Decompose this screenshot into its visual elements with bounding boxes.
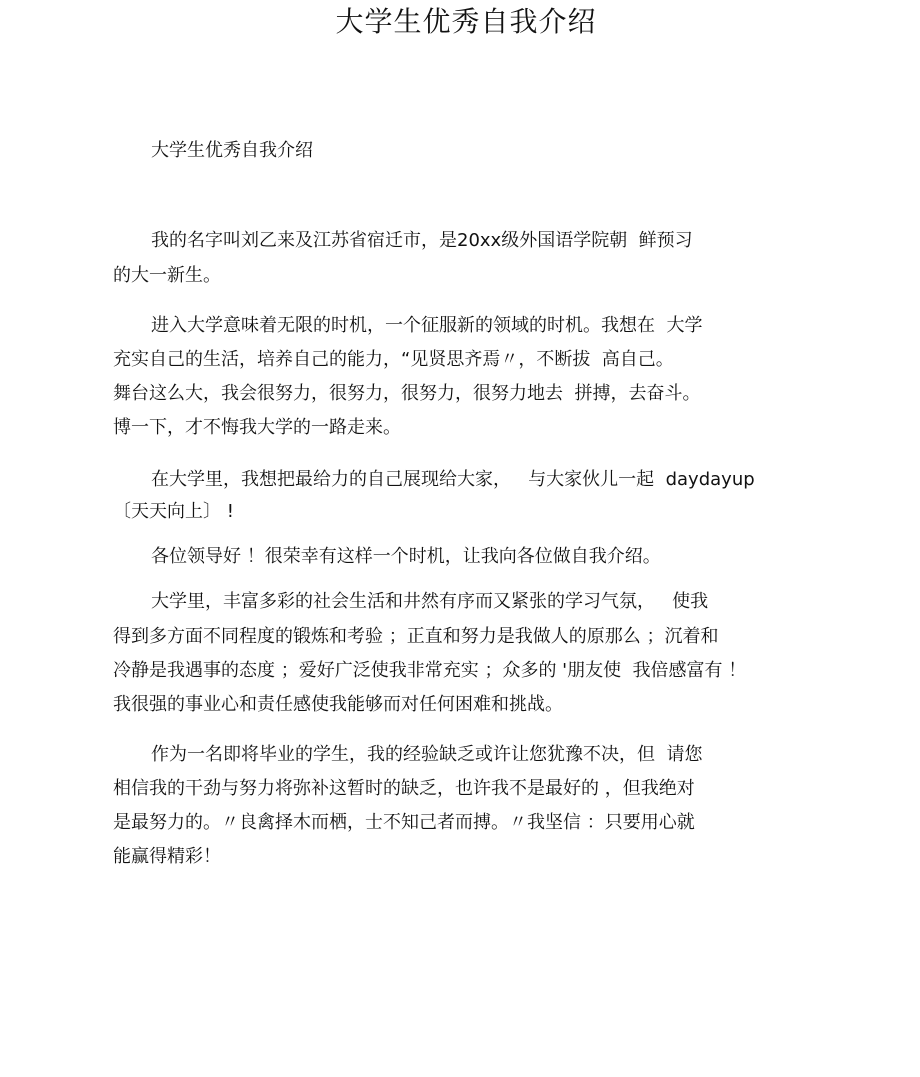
paragraph-1-line-1: 我的名字叫刘乙来及江苏省宿迁市，是20xx级外国语学院朝 鲜预习 — [151, 230, 693, 251]
paragraph-2-line-2: 充实自己的生活，培养自己的能力，“见贤思齐焉〃，不断拔 高自己。 — [113, 349, 674, 370]
document-title: 大学生优秀自我介绍 — [335, 5, 597, 38]
paragraph-4-line-1: 各位领导好 ！很荣幸有这样一个时机，让我向各位做自我介绍。 — [151, 546, 661, 567]
paragraph-5-line-1: 大学里，丰富多彩的社会生活和井然有序而又紧张的学习气氛， 使我 — [151, 591, 709, 612]
paragraph-3-line-1: 在大学里，我想把最给力的自己展现给大家， 与大家伙儿一起 daydayup — [151, 469, 755, 490]
paragraph-1-line-2: 的大一新生。 — [113, 265, 221, 286]
paragraph-2-line-1: 进入大学意味着无限的时机，一个征服新的领域的时机。我想在 大学 — [151, 315, 703, 336]
paragraph-6-line-3: 是最努力的。〃良禽择木而栖，士不知己者而搏。〃我坚信 ：只要用心就 — [113, 812, 695, 833]
paragraph-5-line-4: 我很强的事业心和责任感使我能够而对任何困难和挑战。 — [113, 694, 563, 715]
paragraph-5-line-3: 冷静是我遇事的态度 ；爱好广泛使我非常充实 ；众多的 '朋友使 我倍感富有 ！ — [113, 660, 747, 681]
paragraph-2-line-3: 舞台这么大，我会很努力，很努力，很努力，很努力地去 拼搏，去奋斗。 — [113, 383, 701, 404]
paragraph-5-line-2: 得到多方面不同程度的锻炼和考验 ；正直和努力是我做人的原那么 ；沉着和 — [113, 626, 719, 647]
paragraph-2-line-4: 博一下，才不悔我大学的一路走来。 — [113, 417, 401, 438]
paragraph-6-line-4: 能赢得精彩！ — [113, 846, 221, 867]
paragraph-6-line-1: 作为一名即将毕业的学生，我的经验缺乏或许让您犹豫不决，但 请您 — [151, 744, 703, 765]
document-subtitle: 大学生优秀自我介绍 — [151, 140, 313, 161]
paragraph-3-line-2: 〔天天向上〕 ! — [113, 501, 234, 522]
paragraph-6-line-2: 相信我的干劲与努力将弥补这暂时的缺乏，也许我不是最好的 ，但我绝对 — [113, 778, 695, 799]
